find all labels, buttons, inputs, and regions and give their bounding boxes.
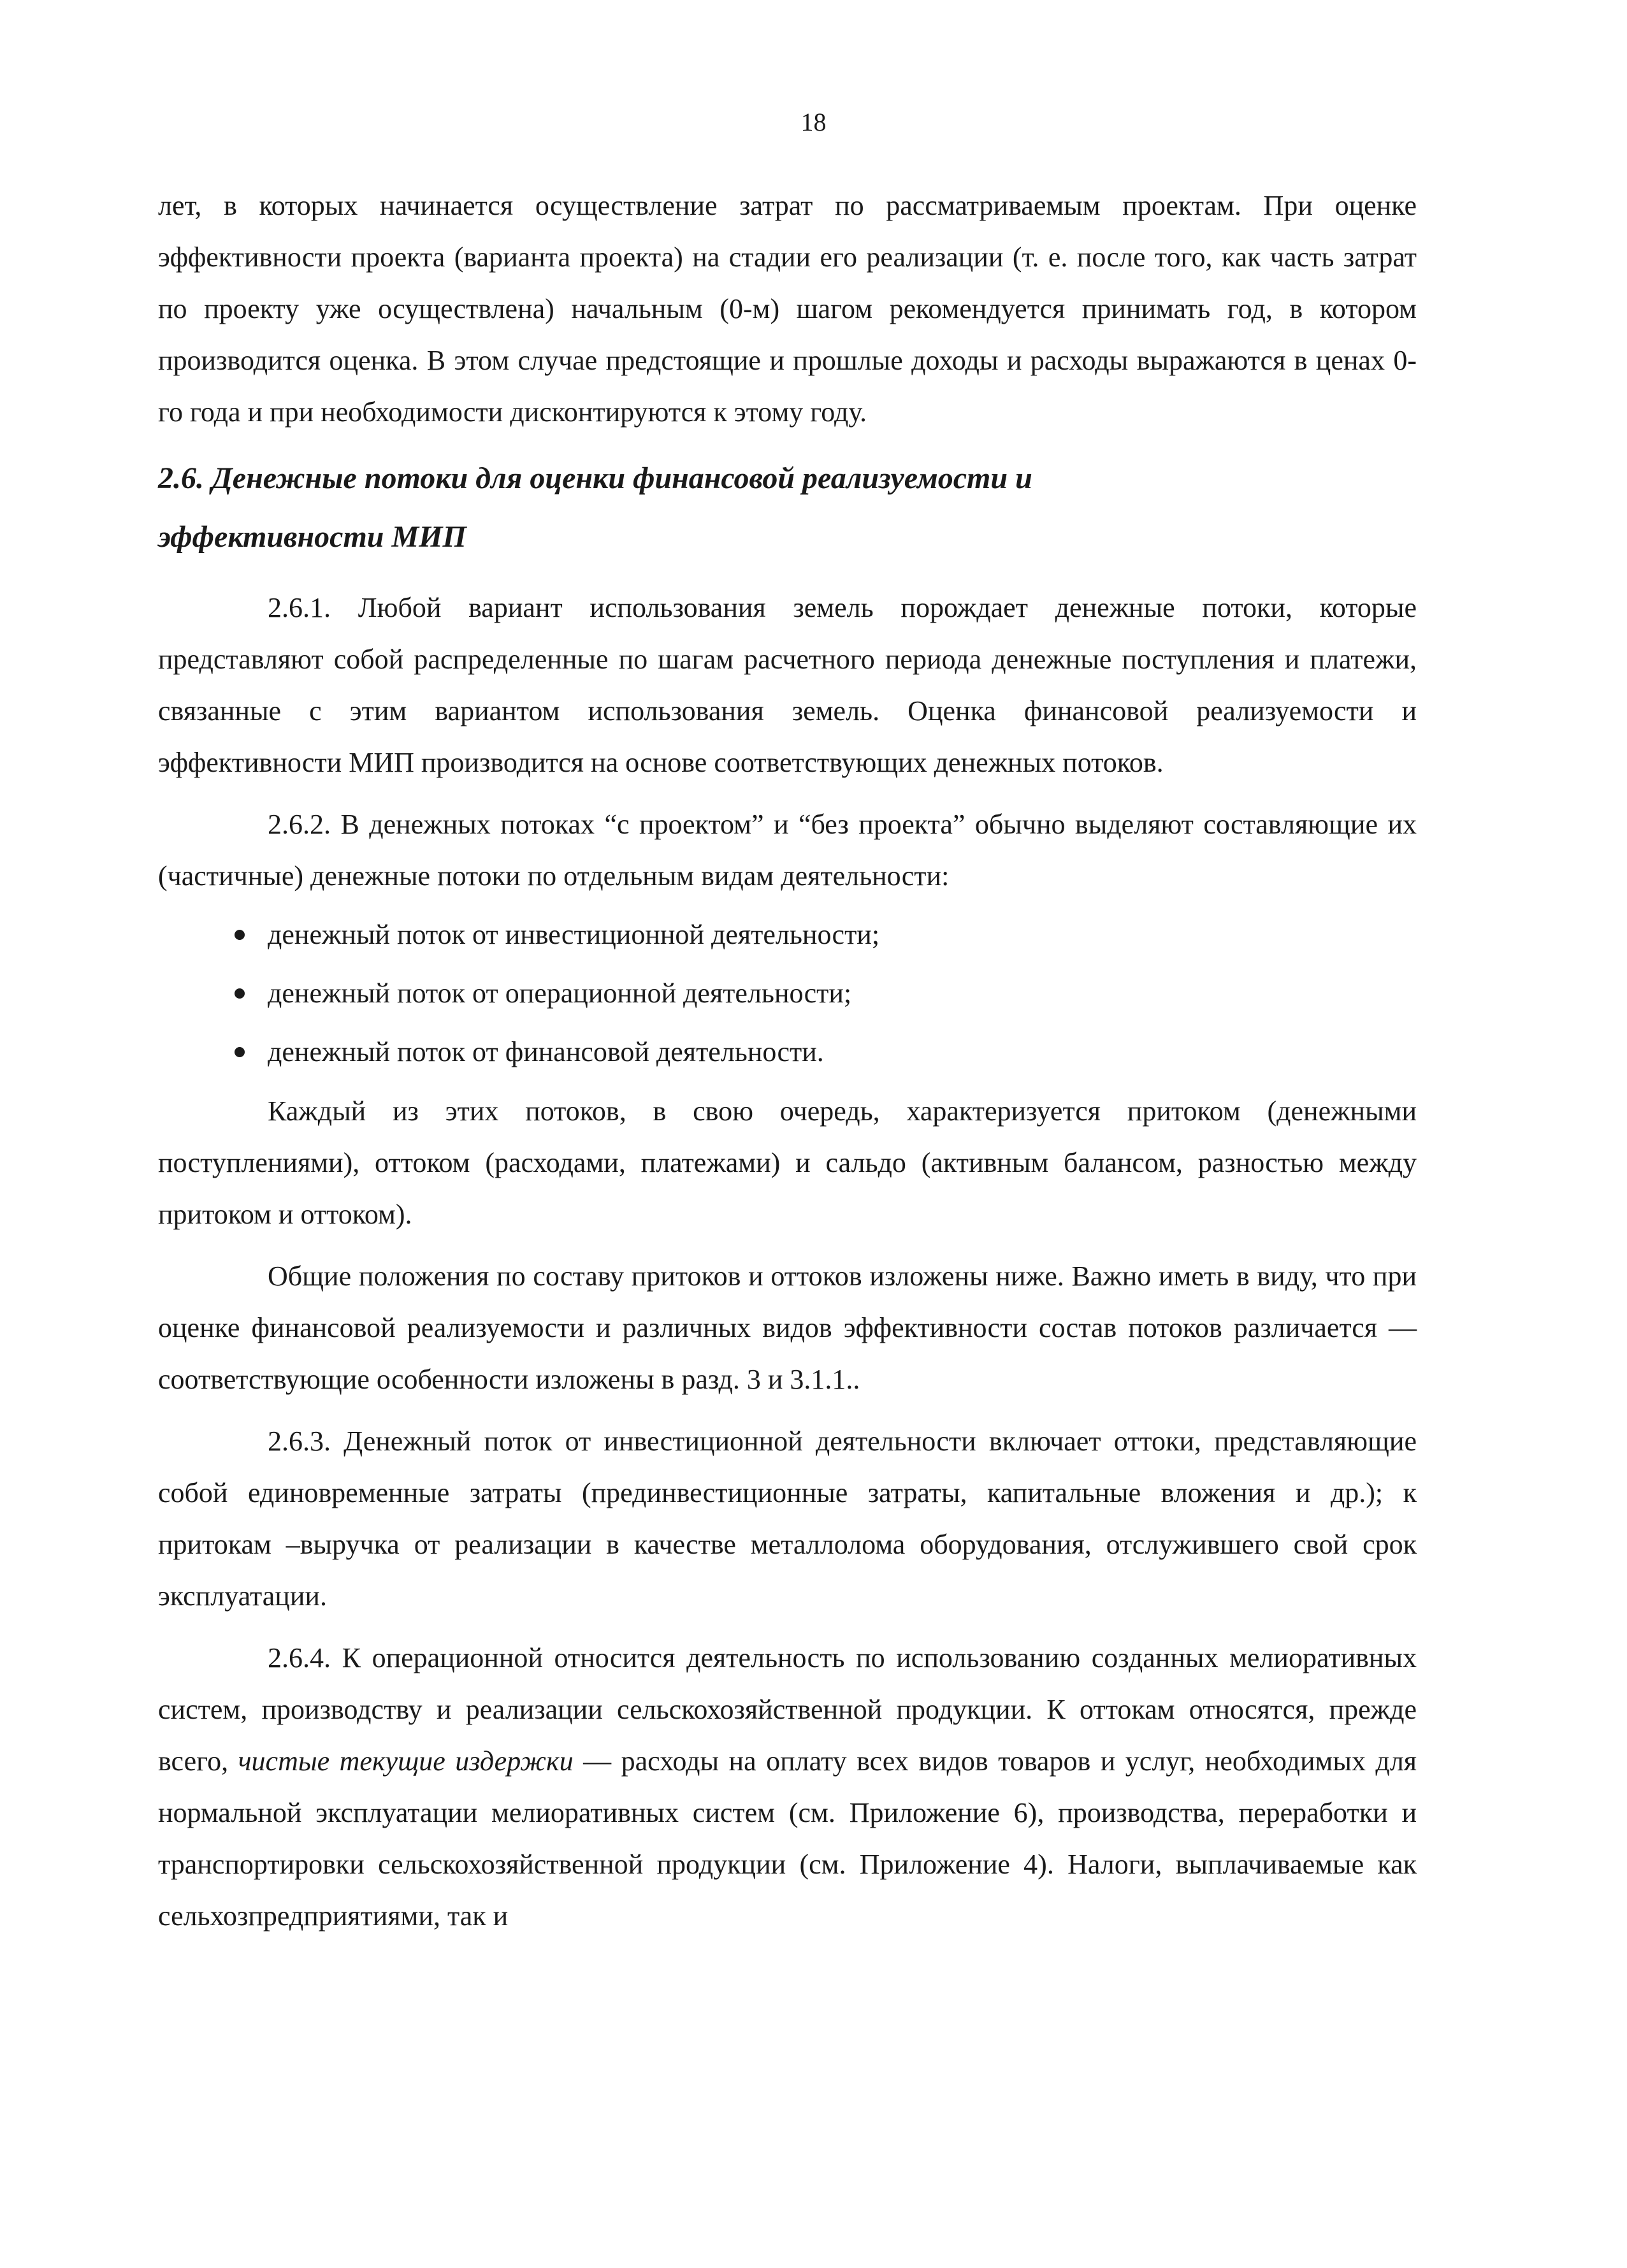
- bullet-icon: [235, 988, 245, 999]
- paragraph-intro: лет, в которых начинается осуществление затрат по рассматриваемым проектам. При оценке эффективности проекта (варианта проекта) на стадии его реализации (т. е. после того, как часть затрат по проекту уже осуществлена) начальным (0-м) шагом рекомендуется принимать год, в котором производится оценка. В этом случае предстоящие и прошлые доходы и расходы выражаются в ценах 0-го года и при необходимости дисконтируются к этому году.: [158, 190, 1417, 428]
- bullet-icon: [235, 930, 245, 940]
- page-number: 18: [800, 108, 827, 136]
- paragraph-2-6-2: 2.6.2. В денежных потоках “с проектом” и “без проекта” обычно выделяют составляющие их (частичные) денежные потоки по отдельным видам деятельности:: [158, 809, 1417, 892]
- paragraph-2-6-1: 2.6.1. Любой вариант использования земель порождает денежные потоки, которые представляют собой распределенные по шагам расчетного периода денежные поступления и платежи, связанные с этим вариантом использования земель. Оценка финансовой реализуемости и эффективности МИП производится на основе соответствующих денежных потоков.: [158, 592, 1417, 778]
- section-heading: [158, 438, 1417, 582]
- list-item-text: денежный поток от операционной деятельности;: [268, 978, 852, 1009]
- list-item-text: денежный поток от инвестиционной деятельности;: [268, 919, 880, 950]
- cash-flow-types-list: [158, 906, 1417, 1081]
- section-heading-line-1: 2.6. Денежные потоки для оценки финансовой реализуемости и: [158, 461, 1032, 495]
- list-item: [235, 964, 1417, 1023]
- bullet-icon: [235, 1047, 245, 1057]
- list-item: [235, 906, 1417, 964]
- paragraph-2-6-4: [158, 1632, 1417, 1942]
- paragraph-2-6-3: 2.6.3. Денежный поток от инвестиционной деятельности включает оттоки, представляющие собой единовременные затраты (прединвестиционные затраты, капитальные вложения и др.); к притокам –выручка от реализации в качестве металлолома оборудования, отслужившего свой срок эксплуатации.: [158, 1426, 1417, 1612]
- list-item: [235, 1023, 1417, 1081]
- list-item-text: денежный поток от финансовой деятельности.: [268, 1036, 824, 1067]
- paragraph-flows-characteristics: Каждый из этих потоков, в свою очередь, характеризуется притоком (денежными поступлениями), оттоком (расходами, платежами) и сальдо (активным балансом, разностью между притоком и оттоком).: [158, 1095, 1417, 1230]
- paragraph-2-6-4-start: 2.6.4. К операционной относится деятельность по использованию созданных мелиоративных систем, производству и реализации сельскохозяйственной продукции. К оттокам относятся, прежде всего,: [158, 1642, 1417, 1777]
- document-body: [158, 180, 1417, 1942]
- section-heading-line-2: эффективности МИП: [158, 520, 466, 554]
- paragraph-2-6-4-end: — расходы на оплату всех видов товаров и услуг, необходимых для нормальной эксплуатации мелиоративных систем (см. Приложение 6), производства, переработки и транспортировки сельскохозяйственной продукции (см. Приложение 4). Налоги, выплачиваемые как сельхозпредприятиями, так и: [158, 1745, 1417, 1932]
- paragraph-general-provisions: Общие положения по составу притоков и оттоков изложены ниже. Важно иметь в виду, что при оценке финансовой реализуемости и различных видов эффективности состав потоков различается — соответствующие особенности изложены в разд. 3 и 3.1.1..: [158, 1260, 1417, 1395]
- term-net-current-costs: чистые текущие издержки: [238, 1745, 574, 1777]
